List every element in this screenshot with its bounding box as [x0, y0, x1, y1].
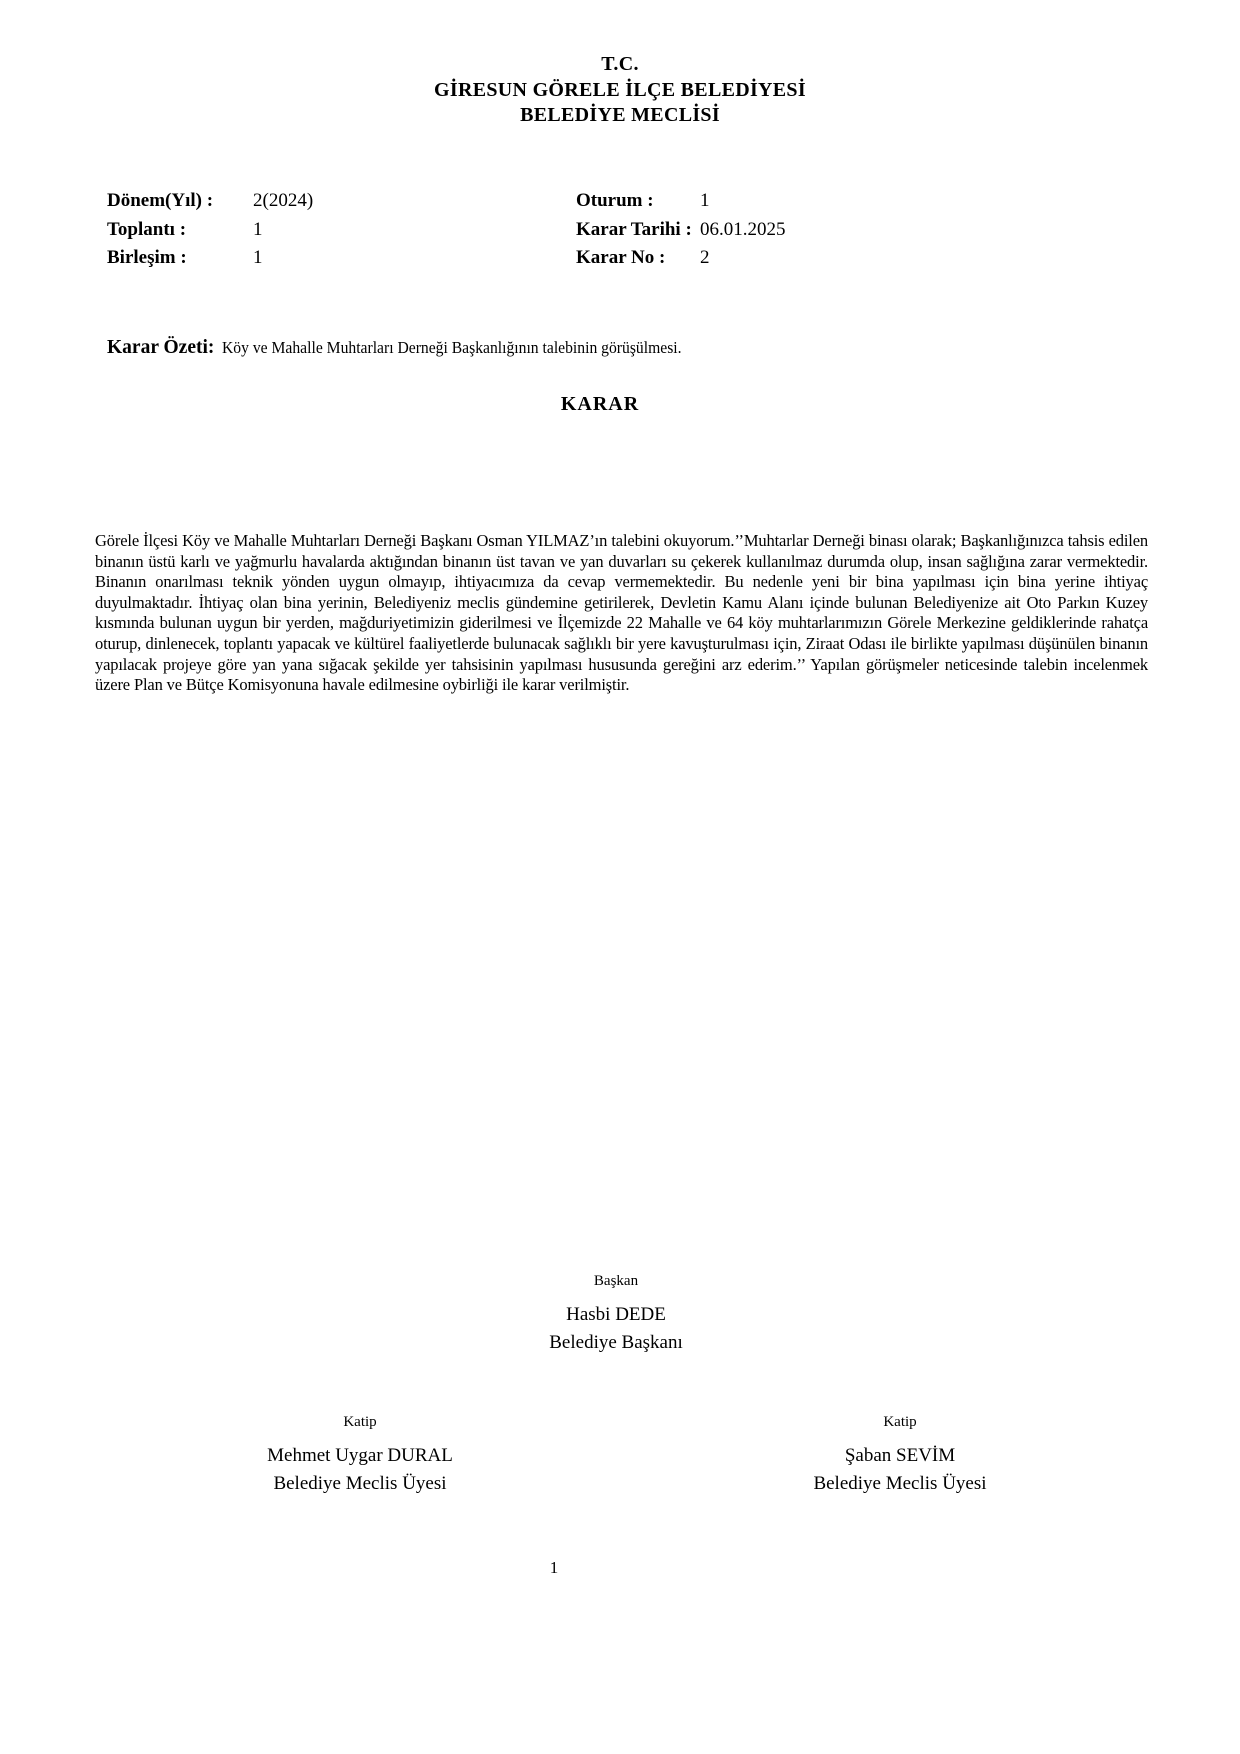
signature-name: Mehmet Uygar DURAL — [267, 1445, 453, 1466]
field-value: 2(2024) — [253, 190, 314, 211]
signature-name: Hasbi DEDE — [566, 1304, 666, 1325]
metadata-row — [107, 190, 1147, 219]
signature-clerk-right — [660, 1413, 1140, 1498]
metadata-row — [107, 219, 1147, 248]
field-karar-no — [576, 247, 710, 269]
field-label: Karar No : — [576, 247, 666, 268]
field-value: 06.01.2025 — [700, 218, 786, 240]
document-header — [0, 52, 1240, 129]
header-republic: T.C. — [601, 53, 639, 75]
field-label: Birleşim : — [107, 247, 187, 268]
decision-heading: KARAR — [560, 393, 640, 415]
field-toplanti — [107, 219, 576, 241]
signature-role: Katip — [343, 1414, 377, 1430]
field-label: Toplantı : — [107, 218, 187, 240]
signature-name: Şaban SEVİM — [844, 1445, 956, 1466]
summary-text: Köy ve Mahalle Muhtarları Derneği Başkanlığının talebinin görüşülmesi. — [222, 338, 682, 357]
metadata-row — [107, 247, 1147, 276]
field-label: Karar Tarihi : — [576, 218, 692, 240]
summary-label: Karar Özeti: — [107, 337, 215, 358]
signature-role: Katip — [883, 1414, 917, 1430]
decision-summary — [107, 337, 1167, 359]
signature-title: Belediye Başkanı — [549, 1332, 683, 1353]
field-label: Oturum : — [576, 190, 654, 211]
field-value: 1 — [700, 190, 710, 211]
decision-metadata — [107, 190, 1147, 276]
field-oturum — [576, 190, 710, 212]
signature-title: Belediye Meclis Üyesi — [273, 1473, 447, 1494]
field-karar-tarihi — [576, 219, 786, 241]
field-birlesim — [107, 247, 576, 269]
field-value: 1 — [253, 218, 263, 240]
signature-title: Belediye Meclis Üyesi — [813, 1473, 987, 1494]
header-municipality: GİRESUN GÖRELE İLÇE BELEDİYESİ — [434, 78, 806, 101]
decision-body: Görele İlçesi Köy ve Mahalle Muhtarları Derneği Başkanı Osman YILMAZ’ın talebini okuyorum.’’Muhtarlar Derneği binası olarak; Başkanlığınızca tahsis edilen binanın üstü karlı ve yağmurlu havalarda aktığından binanın üst tavan ve yan duvarları su çekerek kullanılmaz durumda olup, insan sağlığına zarar vermektedir. Binanın onarılması teknik yönden uygun olmayıp, ihtiyacımıza da cevap vermemektedir. Bu nedenle yeni bir bina yapılması için bina yerine ihtiyaç duyulmaktadır. İhtiyaç olan bina yerinin, Belediyeniz meclis gündemine getirilerek, Devletin Kamu Alanı içinde bulunan Belediyenize ait Oto Parkın Kuzey kısmında bulunan uygun bir yerden, mağduriyetimizin giderilmesi ve İlçemizde 22 Mahalle ve 64 köy muhtarlarımızın Görele Merkezine geldiklerinde rahatça oturup, dinlenecek, toplantı yapacak ve kültürel faaliyetlerde bulunacak sağlıklı bir yere kavuşturulması için, Ziraat Odası ile birlikte yapılması düşünülen binanın yapılacak projeye göre yan yana sığacak şekilde yer tahsisinin yapılması hususunda gereğini arz ederim.’’ Yapılan görüşmeler neticesinde talebin incelenmek üzere Plan ve Bütçe Komisyonuna havale edilmesine oybirliği ile karar verilmiştir. — [95, 531, 1148, 695]
signature-president — [0, 1272, 1232, 1357]
field-value: 1 — [253, 247, 263, 268]
field-value: 2 — [700, 247, 710, 268]
signature-clerk-left — [120, 1413, 600, 1498]
signature-role: Başkan — [593, 1273, 639, 1289]
header-council: BELEDİYE MECLİSİ — [520, 104, 720, 126]
page-number: 1 — [549, 1558, 559, 1577]
field-label: Dönem(Yıl) : — [107, 190, 214, 211]
field-donem-yil — [107, 190, 576, 212]
